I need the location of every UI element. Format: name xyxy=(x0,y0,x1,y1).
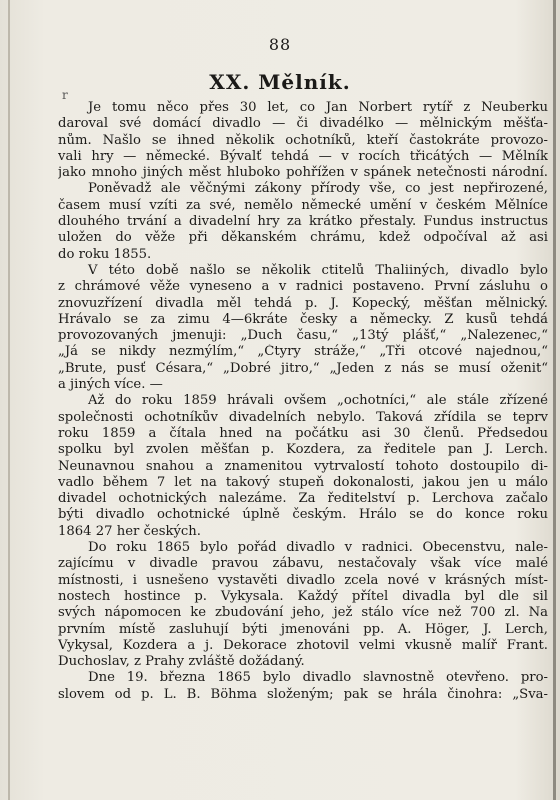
text-line: Je tomu něco přes 30 let, co Jan Norbert rytíř z Neuberku xyxy=(88,100,548,115)
text-line: Duchoslav, z Prahy zvláště dožádaný. xyxy=(58,654,305,670)
text-line: z chrámové věže vyneseno a v radnici postaveno. První zásluhu o xyxy=(58,279,548,295)
page-number: 88 xyxy=(268,35,292,54)
text-line: uložen do věže při děkanském chrámu, kdež odpočíval až asi xyxy=(58,230,548,246)
text-line: V této době našlo se několik ctitelů Thaliiných, divadlo bylo xyxy=(88,262,548,278)
text-line: Dne 19. března 1865 bylo divadlo slavnostně otevřeno. pro- xyxy=(88,670,548,686)
text-line: slovem od p. L. B. Böhma složeným; pak se hrála činohra: „Sva- xyxy=(58,686,548,702)
text-line: daroval své domácí divadlo — či divadélko — mělnickým měšťa- xyxy=(58,116,548,132)
text-line: Poněvadž ale věčnými zákony přírody vše, co jest nepřirozené, xyxy=(88,181,548,197)
text-line: prvním místě zasluhují býti jmenováni pp. A. Höger, J. Lerch, xyxy=(58,621,548,637)
text-line: divadel ochotnických nalezáme. Za ředitelství p. Lerchova začalo xyxy=(58,491,548,507)
text-line: svých nápomocen ke zbudování jeho, jež stálo více než 700 zl. Na xyxy=(58,605,548,621)
text-line: „Já se nikdy nezmýlím,“ „Čtyry stráže,“ „Tři otcové najednou,“ xyxy=(58,344,548,360)
text-line: 1864 27 her českých. xyxy=(58,523,201,539)
margin-mark: r xyxy=(62,88,68,102)
page-left-edge xyxy=(8,0,10,800)
text-line: Až do roku 1859 hrávali ovšem „ochotníci,“ ale stále zřízené xyxy=(88,393,548,409)
text-line: vali hry — německé. Bývalť tehdá — v rocích třicátých — Mělník xyxy=(58,148,548,164)
text-line: místnosti, i usnešeno vystavěti divadlo zcela nové v krásných míst- xyxy=(58,572,548,588)
text-line: spolku byl zvolen měšťan p. Kozdera, za ředitele pan J. Lerch. xyxy=(58,442,548,458)
text-line: nostech hostince p. Vykysala. Každý přítel divadla byl dle sil xyxy=(58,588,548,604)
chapter-title: XX. Mělník. xyxy=(209,70,351,94)
text-line: nům. Našlo se ihned několik ochotníků, kteří častokráte provozo- xyxy=(58,132,548,148)
text-line: „Brute, pusť Césara,“ „Dobré jitro,“ „Jeden z nás se musí oženit“ xyxy=(58,360,548,376)
text-line: jako mnoho jiných měst hluboko pohřížen v spánek netečnosti národní. xyxy=(58,165,548,181)
text-line: vadlo během 7 let na takový stupeň dokonalosti, jakou jen u málo xyxy=(58,474,548,490)
body-text xyxy=(58,100,548,703)
text-line: provozovaných jmenuji: „Duch času,“ „13tý plášť,“ „Nalezenec,“ xyxy=(58,328,548,344)
text-line: znovuzřízení divadla měl tehdá p. J. Kopecký, měšťan mělnický. xyxy=(58,295,548,311)
text-line: společnosti ochotníkův divadelních nebylo. Taková zřídila se teprv xyxy=(58,409,548,425)
text-line: do roku 1855. xyxy=(58,246,152,262)
text-line: Do roku 1865 bylo pořád divadlo v radnici. Obecenstvu, nale- xyxy=(88,540,548,556)
text-line: býti divadlo ochotnické úplně českým. Hrálo se do konce roku xyxy=(58,507,548,523)
text-line: časem musí vzíti za své, nemělo německé umění v českém Mělníce xyxy=(58,197,548,213)
text-line: dlouhého trvání a divadelní hry za krátko přestaly. Fundus instructus xyxy=(58,214,548,230)
text-line: Neunavnou snahou a znamenitou vytrvalostí tohoto dostoupilo di- xyxy=(58,458,548,474)
text-line: roku 1859 a čítala hned na počátku asi 30 členů. Předsedou xyxy=(58,425,548,441)
page-right-edge xyxy=(553,0,556,800)
text-line: a jiných více. — xyxy=(58,377,163,393)
text-line: zajícímu v divadle pravou zábavu, nestačovaly však více malé xyxy=(58,556,548,572)
text-line: Hrávalo se za zimu 4—6kráte česky a německy. Z kusů tehdá xyxy=(58,311,548,327)
text-line: Vykysal, Kozdera a j. Dekorace zhotovil velmi vkusně malíř Frant. xyxy=(58,637,548,653)
